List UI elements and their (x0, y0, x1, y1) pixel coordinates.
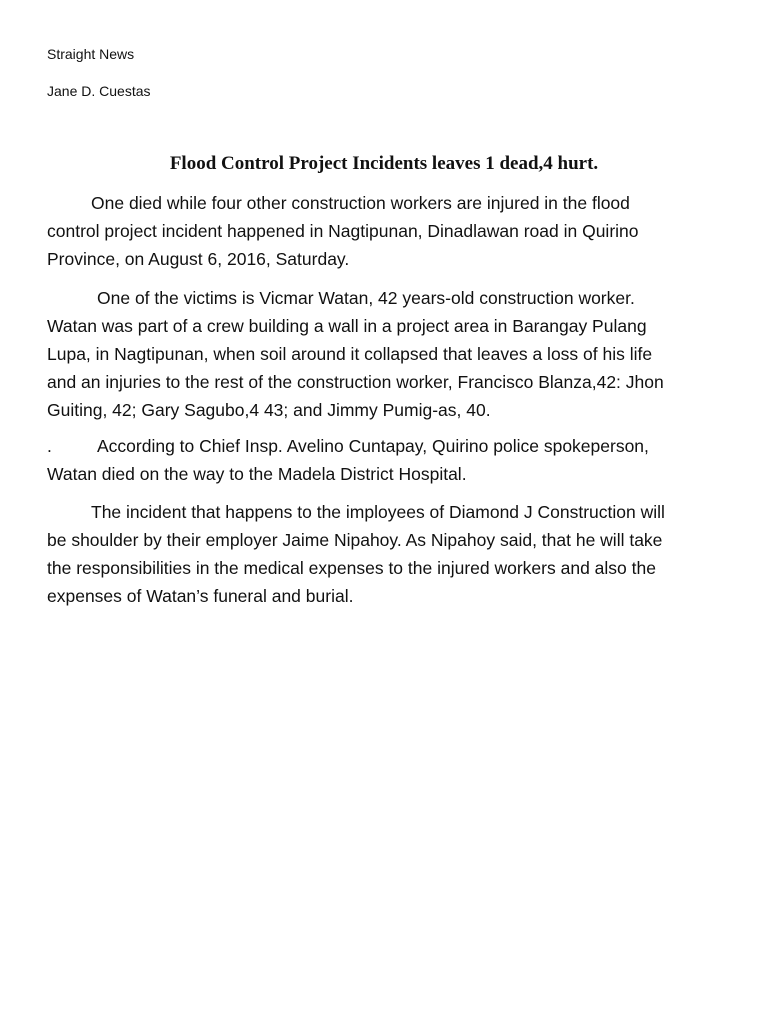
paragraph-3 (47, 432, 737, 488)
paragraph-line: and an injuries to the rest of the construction worker, Francisco Blanza,42: Jhon (47, 372, 664, 392)
lead-mark: . (47, 436, 52, 456)
paragraph-line: . According to Chief Insp. Avelino Cuntapay, Quirino police spokeperson, (47, 432, 737, 460)
paragraph-line: One died while four other construction workers are injured in the flood (91, 193, 630, 213)
news-category: Straight News (47, 46, 135, 62)
paragraph-line: Watan was part of a crew building a wall in a project area in Barangay Pulang (47, 316, 647, 336)
paragraph-line: The incident that happens to the imployees of Diamond J Construction will (91, 502, 665, 522)
paragraph-line: Province, on August 6, 2016, Saturday. (47, 249, 350, 269)
paragraph-4 (47, 498, 737, 610)
paragraph-line: control project incident happened in Nagtipunan, Dinadlawan road in Quirino (47, 221, 639, 241)
paragraph-line: One of the victims is Vicmar Watan, 42 years-old construction worker. (97, 288, 635, 308)
paragraph-line: Watan died on the way to the Madela District Hospital. (47, 464, 467, 484)
author-name: Jane D. Cuestas (47, 83, 151, 99)
paragraph-line: Guiting, 42; Gary Sagubo,4 43; and Jimmy Pumig-as, 40. (47, 400, 491, 420)
paragraph-line: expenses of Watan’s funeral and burial. (47, 586, 354, 606)
article-headline: Flood Control Project Incidents leaves 1 dead,4 hurt. (169, 153, 599, 174)
paragraph-line: Lupa, in Nagtipunan, when soil around it collapsed that leaves a loss of his life (47, 344, 653, 364)
paragraph-2 (47, 284, 737, 424)
paragraph-line: the responsibilities in the medical expenses to the injured workers and also the (47, 558, 656, 578)
paragraph-1 (47, 189, 737, 273)
paragraph-line: be shoulder by their employer Jaime Nipahoy. As Nipahoy said, that he will take (47, 530, 663, 550)
